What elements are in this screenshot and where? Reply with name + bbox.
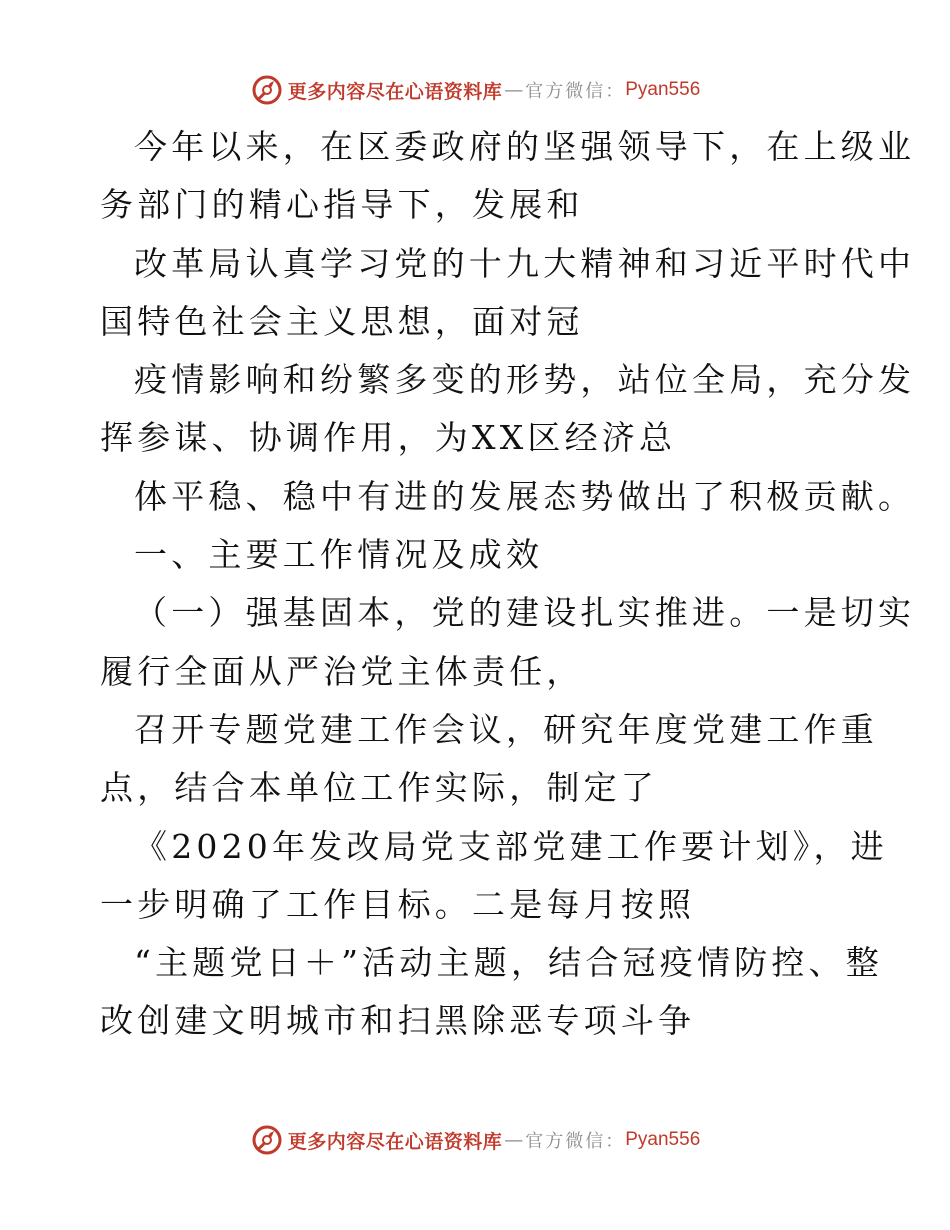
watermark-dash: —: [504, 79, 524, 101]
body-line-16: 改创建文明城市和扫黑除恶专项斗争: [100, 1001, 696, 1041]
watermark-brand-text: 更多内容尽在心语资料库: [287, 1130, 503, 1153]
body-line-12: 点，结合本单位工作实际，制定了: [100, 768, 658, 808]
body-line-5: 疫情影响和纷繁多变的形势，站位全局，充分发: [134, 360, 916, 400]
body-line-14: 一步明确了工作目标。二是每月按照: [100, 884, 696, 924]
body-line-13: 《2020年发改局党支部党建工作要计划》，进: [134, 826, 888, 866]
watermark-official-label: 官方微信：: [525, 1131, 626, 1152]
watermark-wechat-id: Pyan556: [625, 79, 701, 100]
body-line-7: 体平稳、稳中有进的发展态势做出了积极贡献。: [134, 476, 916, 516]
body-line-6: 挥参谋、协调作用，为XX区经济总: [100, 418, 677, 458]
section-heading: 一、主要工作情况及成效: [134, 535, 544, 575]
body-line-2: 务部门的精心指导下，发展和: [100, 185, 584, 225]
body-line-4: 国特色社会主义思想，面对冠: [100, 301, 584, 341]
watermark-brand-text: 更多内容尽在心语资料库: [287, 80, 503, 103]
body-line-1: 今年以来，在区委政府的坚强领导下，在上级业: [134, 127, 916, 166]
quill-seal-icon: [250, 73, 284, 107]
watermark-banner-bottom: [0, 1120, 950, 1160]
body-line-15: “主题党日＋”活动主题，结合冠疫情防控、整: [134, 943, 883, 983]
watermark-dash: —: [504, 1129, 524, 1151]
watermark-wechat-id: Pyan556: [625, 1129, 701, 1150]
body-line-10: 履行全面从严治党主体责任，: [100, 651, 584, 691]
quill-seal-icon: [250, 1123, 284, 1157]
body-line-11: 召开专题党建工作会议，研究年度党建工作重: [134, 709, 878, 749]
body-line-9: （一）强基固本，党的建设扎实推进。一是切实: [134, 593, 916, 633]
watermark-banner-top: [0, 70, 950, 110]
body-line-3: 改革局认真学习党的十九大精神和习近平时代中: [134, 243, 916, 283]
document-body: [100, 118, 916, 1051]
watermark-official-label: 官方微信：: [525, 81, 626, 102]
